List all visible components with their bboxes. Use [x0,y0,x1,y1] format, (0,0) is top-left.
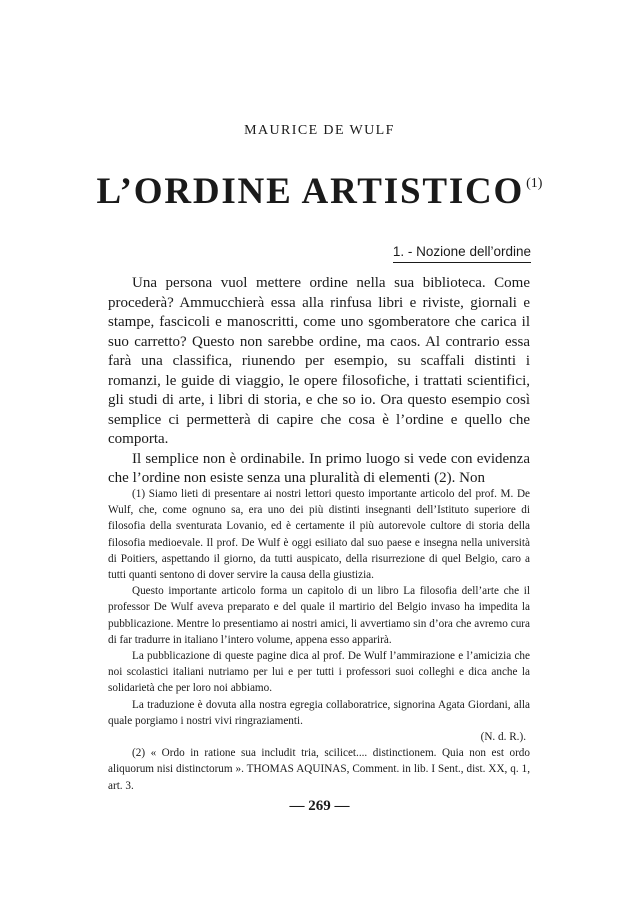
page-number: — 269 — [289,798,350,814]
main-text [108,274,530,489]
body-paragraph-2: Il semplice non è ordinabile. In primo luogo si vede con evidenza che l’ordine non esiste senza una pluralità di elementi (2). Non [108,450,530,486]
body-paragraph-1: Una persona vuol mettere ordine nella sua biblioteca. Come procederà? Ammucchierà essa alla rinfusa libri e riviste, giornali e stampe, fascicoli e manoscritti, come uno sgomberatore che carica il suo carretto? Questo non sarebbe ordine, ma caos. Al contrario essa farà una classifica, riunendo per esempio, su scaffali distinti i romanzi, le guide di viaggio, le opere filosofiche, i trattati scientifici, gli studi di arte, i libri di storia, e che so io. Ora questo esempio così semplice ci permetterà di capire che cosa è l’ordine e quello che comporta. [108,275,530,447]
footnote-1-signature: (N. d. R.). [480,731,526,744]
article-title [0,170,639,213]
footnote-1-paragraph-2: Questo importante articolo forma un capitolo di un libro La filosofia dell’arte che il professor De Wulf aveva preparato e del quale il martirio del Belgio invaso ha impedita la pubblicazione. Mentre lo presentiamo ai nostri amici, li avvertiamo sin d’ora che avremo cura di far tradurre in italiano l’intero volume, appena esso apparirà. [108,585,530,646]
footnote-1-paragraph-3: La pubblicazione di queste pagine dica al prof. De Wulf l’ammirazione e l’amicizia che noi scolastici italiani nutriamo per lui e per tutti i professori suoi colleghi e dica anche la solidarietà che per loro noi abbiamo. [108,650,530,695]
author-name: MAURICE DE WULF [244,123,395,138]
section-heading: 1. - Nozione dell’ordine [393,244,531,263]
title-footnote-marker: (1) [526,176,543,191]
footnote-2: (2) « Ordo in ratione sua includit tria, scilicet.... distinctionem. Quia non est ordo aliquorum nisi distinctorum ». THOMAS AQUINAS, Comment. in lib. I Sent., dist. XX, q. 1, art. 3. [108,747,530,792]
footnote-1-paragraph-4: La traduzione è dovuta alla nostra egregia collaboratrice, signorina Agata Giordani, alla quale porgiamo i nostri vivi ringraziamenti. [108,698,530,727]
footnotes [108,486,530,794]
footnote-1-paragraph-1: (1) Siamo lieti di presentare ai nostri lettori questo importante articolo del prof. M. De Wulf, che, come ognuno sa, era uno dei più distinti insegnanti dell’Istituto superiore di filosofia della sventurata Lovanio, ed è certamente il più autorevole cultore di storia della filosofia medioevale. Il prof. De Wulf è oggi esiliato dal suo paese e insegna nella università di Poitiers, aspettando il giorno, da tutti auspicato, della risurrezione di quel Belgio, caro a tutti quanti sentono di dover servire la causa della giustizia. [108,488,530,582]
article-title-text: L’ORDINE ARTISTICO [96,171,525,212]
